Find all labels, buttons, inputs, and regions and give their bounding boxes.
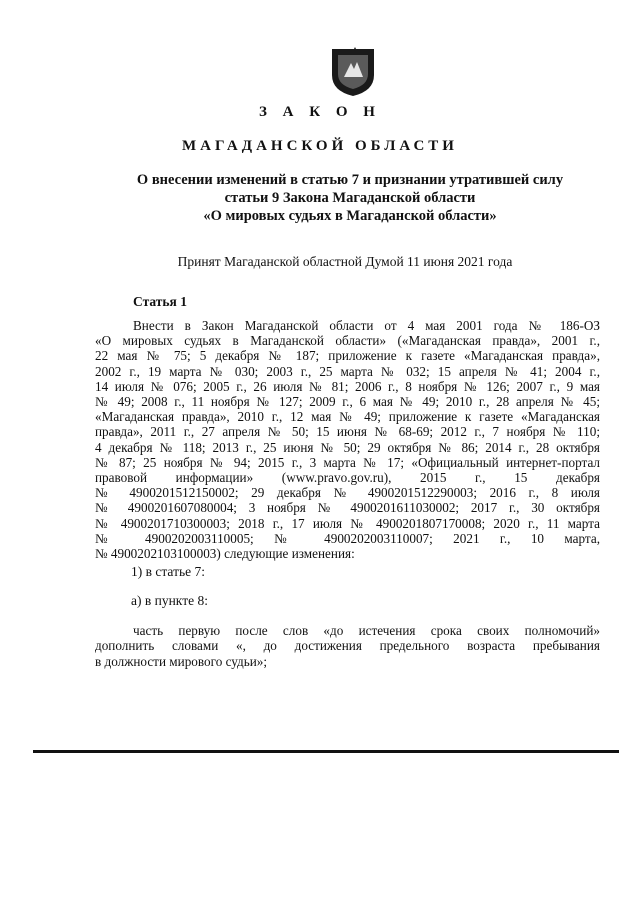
text-line: № 4900202103100003) следующие изменения: — [95, 546, 355, 562]
text-line: № 4900201512150002; 29 декабря № 4900201512290003; 2016 г., 8 июля — [95, 485, 600, 501]
law-title: З А К О Н — [259, 104, 381, 120]
text-line: «О мировых судьях в Магаданской области» («Магаданская правда», 2001 г., — [95, 333, 600, 349]
article-title: Статья 1 — [133, 294, 187, 309]
region-title: МАГАДАНСКОЙ ОБЛАСТИ — [182, 138, 458, 154]
adoption-date: Принят Магаданской областной Думой 11 июня 2021 года — [177, 254, 513, 269]
text-line: 22 мая № 75; 5 декабря № 187; приложение к газете «Магаданская правда», — [95, 348, 600, 364]
page-divider — [33, 750, 619, 753]
article-intro — [95, 318, 600, 561]
item-1: 1) в статье 7: — [131, 564, 205, 579]
text-line: часть первую после слов «до истечения срока своих полномочий» — [133, 623, 600, 638]
text-line: № 87; 25 ноября № 94; 2015 г., 3 марта № 17; «Официальный интернет-портал — [95, 454, 600, 470]
text-line: № 4900202003110005; № 4900202003110007; 2021 г., 10 марта, — [95, 530, 600, 546]
subject-line: «О мировых судьях в Магаданской области» — [203, 208, 497, 224]
text-line: правда», 2011 г., 27 апреля № 50; 15 июня № 68-69; 2012 г., 7 ноября № 110; — [95, 424, 600, 440]
law-subject — [90, 171, 610, 225]
subject-line: О внесении изменений в статью 7 и признании утратившей силу — [136, 172, 564, 188]
coat-of-arms-icon — [330, 45, 376, 97]
part-amendment — [95, 623, 600, 669]
text-line: правовой информации» (www.pravo.gov.ru), 2015 г., 15 декабря — [95, 470, 600, 486]
text-line: № 49; 2008 г., 11 ноября № 127; 2009 г., 6 мая № 49; 2010 г., 28 апреля № 45; — [95, 394, 600, 410]
text-line: «Магаданская правда», 2010 г., 12 мая № 49; приложение к газете «Магаданская — [95, 409, 600, 425]
text-line: 14 июля № 076; 2005 г., 26 июля № 81; 2006 г., 8 ноября № 126; 2007 г., 9 мая — [95, 378, 600, 394]
text-line: дополнить словами «, до достижения предельного возраста пребывания — [95, 638, 600, 654]
text-line: № 4900201607080004; 3 ноября № 4900201611030002; 2017 г., 30 октября — [95, 500, 600, 516]
subitem-a: а) в пункте 8: — [131, 593, 208, 608]
text-line: 4 декабря № 118; 2013 г., 25 июня № 50; 29 октября № 86; 2014 г., 28 октября — [95, 439, 600, 455]
text-line: Внести в Закон Магаданской области от 4 мая 2001 года № 186-ОЗ — [133, 318, 600, 333]
subject-line: статьи 9 Закона Магаданской области — [224, 190, 476, 206]
text-line: в должности мирового судьи»; — [95, 653, 268, 669]
text-line: № 4900201710300003; 2018 г., 17 июля № 4900201807170008; 2020 г., 11 марта — [95, 515, 600, 531]
text-line: 2002 г., 19 марта № 030; 2003 г., 25 марта № 032; 15 апреля № 41; 2004 г., — [95, 363, 600, 379]
